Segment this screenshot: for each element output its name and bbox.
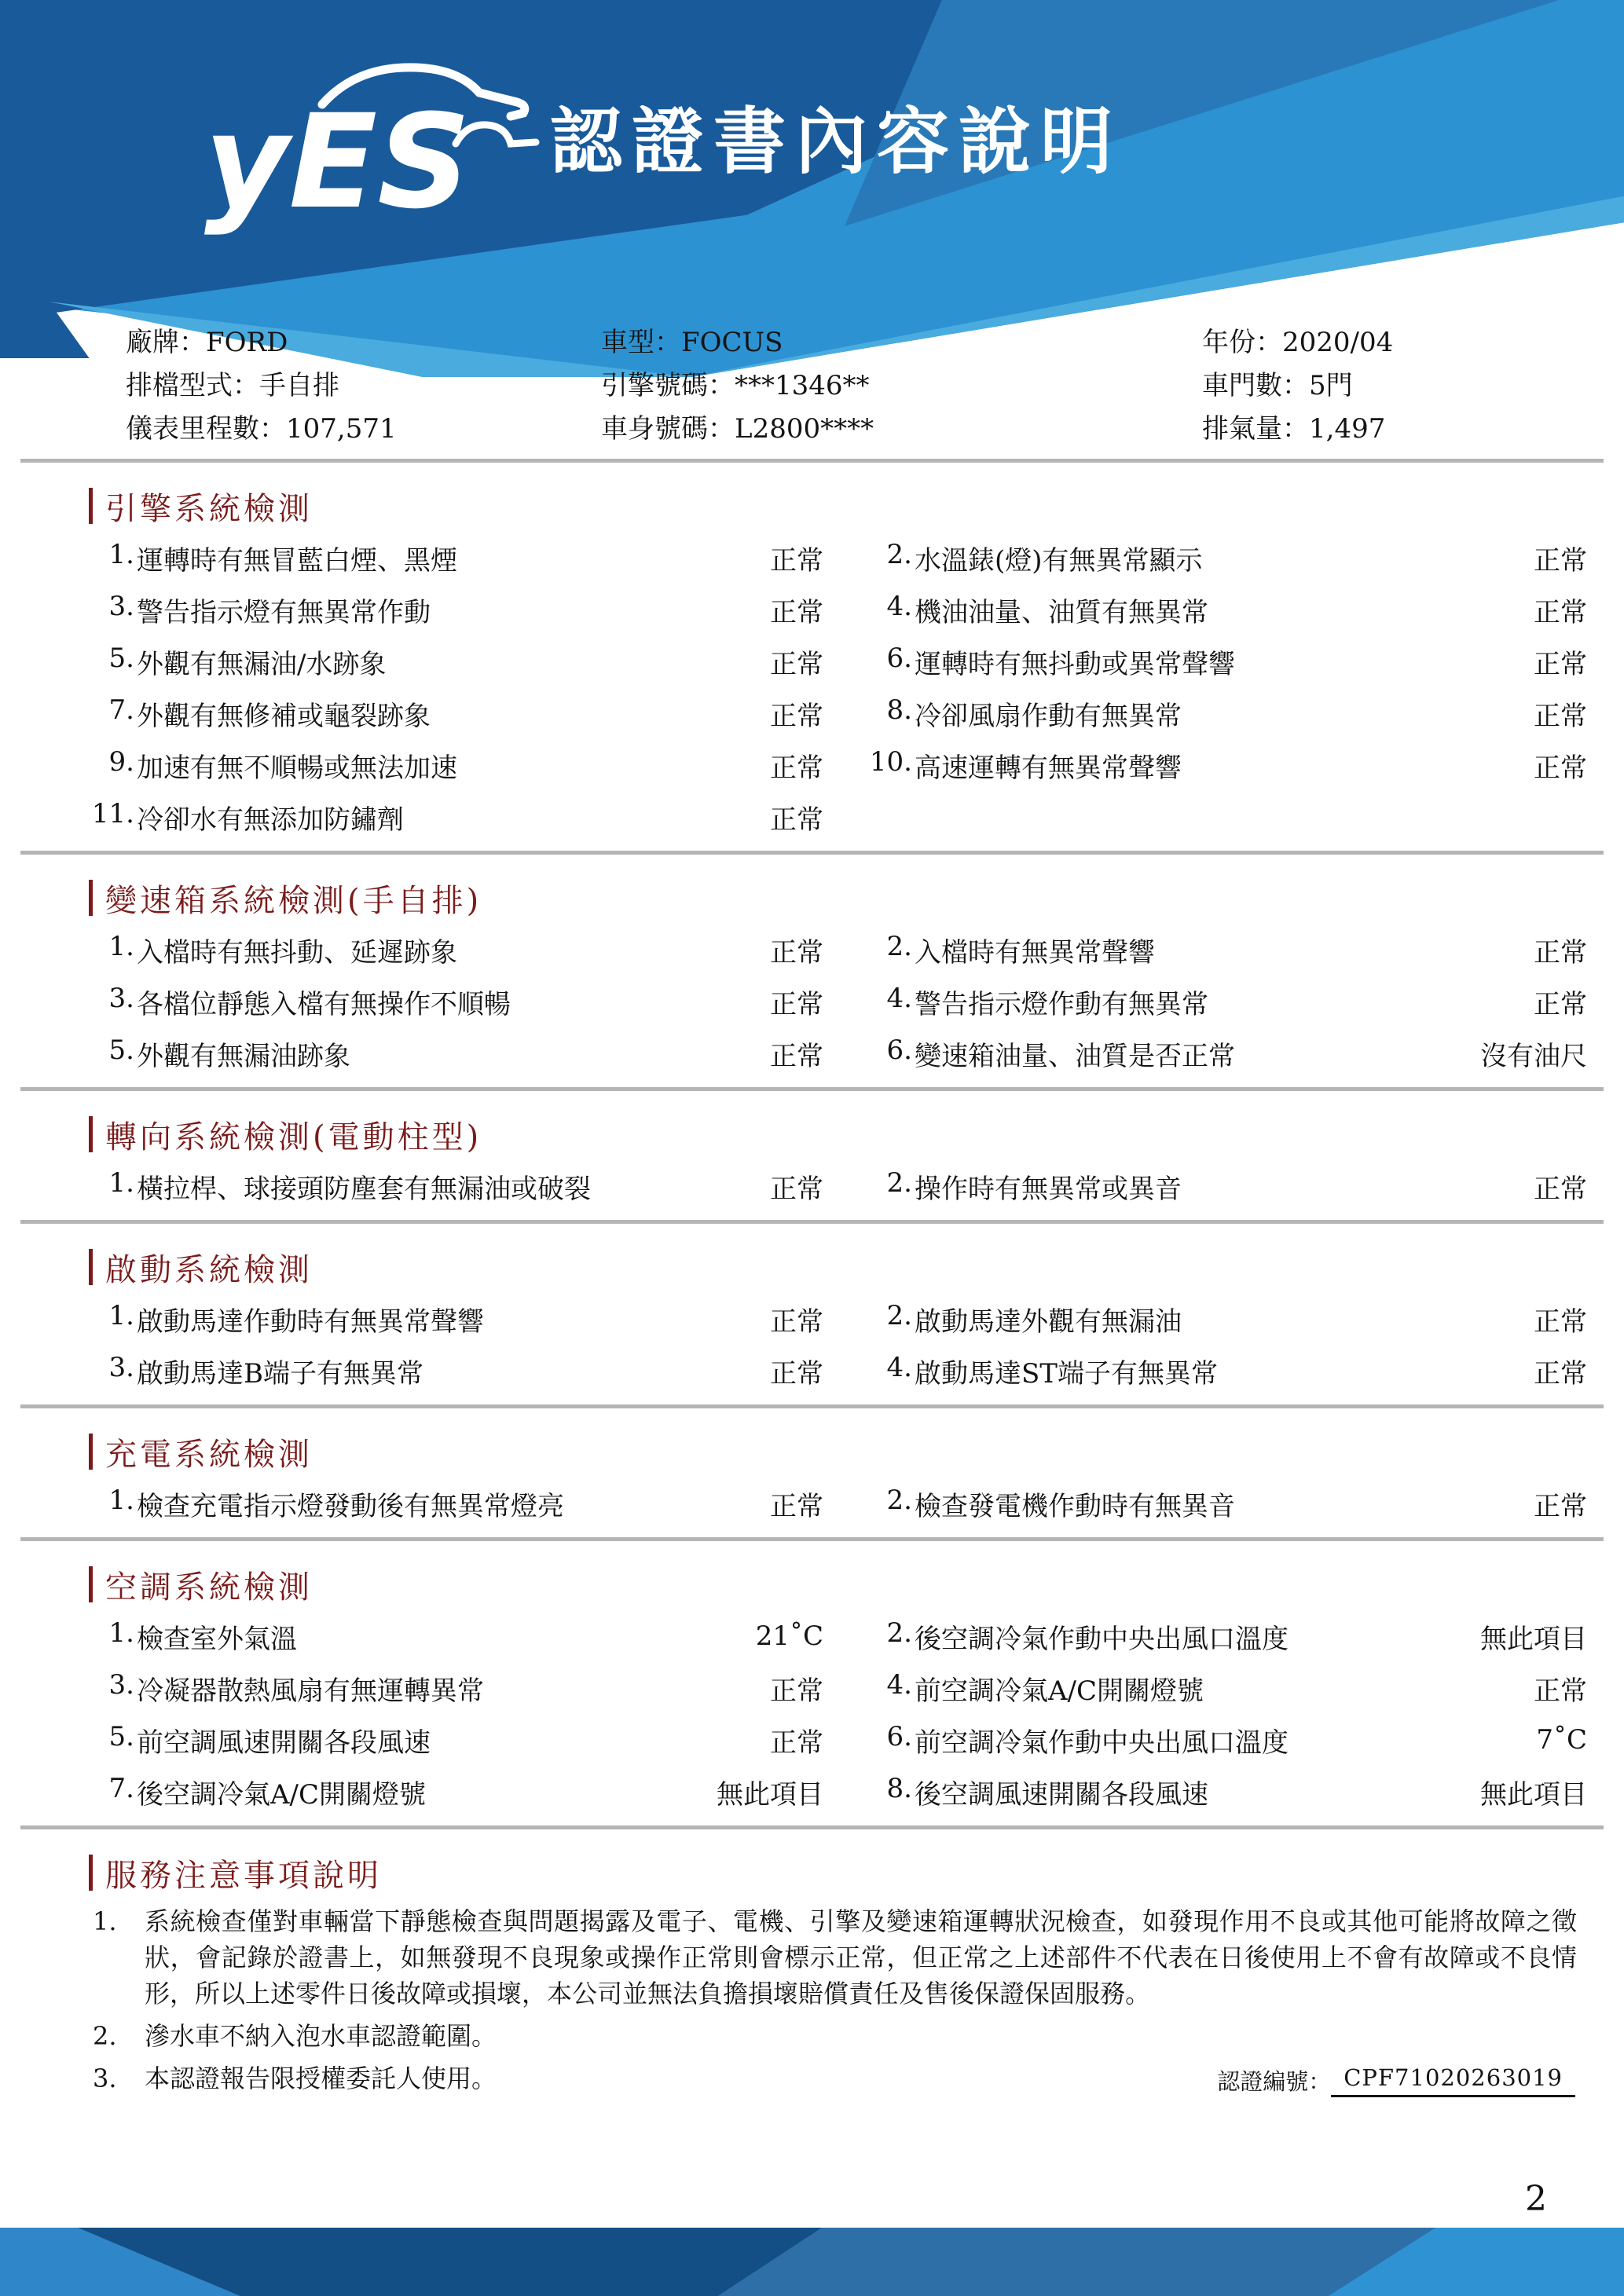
check-row	[0, 1345, 1624, 1397]
charging-check-rows	[0, 1478, 1624, 1529]
column-spacer	[823, 1027, 868, 1079]
item-text: 運轉時有無抖動或異常聲響	[915, 648, 1235, 680]
column-spacer	[823, 1662, 868, 1714]
column-spacer	[823, 791, 868, 843]
check-item-question	[90, 539, 690, 577]
item-number: 6.	[886, 642, 912, 674]
check-item-question	[868, 591, 1454, 629]
check-row	[0, 1714, 1624, 1766]
item-number: 1.	[108, 1617, 134, 1649]
check-row	[0, 1160, 1624, 1212]
item-number: 5.	[108, 1034, 134, 1066]
item-number: 3.	[108, 1351, 134, 1383]
info-value: L2800****	[735, 413, 874, 445]
page-number: 2	[1525, 2179, 1547, 2219]
certificate-number-value: CPF71020263019	[1331, 2062, 1575, 2097]
check-item-result: 正常	[1534, 544, 1587, 577]
info-label: 廠牌：	[126, 327, 206, 358]
check-item-question	[868, 1352, 1454, 1390]
info-label: 儀表里程數：	[126, 413, 286, 445]
section-title-steering	[89, 1115, 1624, 1154]
item-text: 入檔時有無異常聲響	[915, 936, 1155, 969]
column-spacer	[823, 924, 868, 976]
starter-check-rows	[0, 1293, 1624, 1397]
item-number: 1.	[108, 1299, 134, 1331]
check-item-result: 正常	[770, 544, 823, 577]
check-item-result: 無此項目	[717, 1778, 823, 1811]
item-number: 1.	[108, 538, 134, 570]
item-number: 4.	[886, 590, 912, 622]
check-row	[0, 1610, 1624, 1662]
item-number: 1.	[108, 1166, 134, 1199]
check-item-result: 正常	[1534, 700, 1587, 732]
item-number: 2.	[886, 1617, 912, 1649]
check-item-result: 正常	[1534, 1675, 1587, 1707]
item-text: 前空調冷氣A/C開關燈號	[915, 1675, 1204, 1707]
info-value: FORD	[206, 327, 288, 358]
section-title-text: 空調系統檢測	[105, 1569, 313, 1606]
info-value: 1,497	[1309, 413, 1386, 445]
info-value: 2020/04	[1282, 327, 1394, 358]
check-row	[0, 584, 1624, 635]
item-number: 3.	[108, 590, 134, 622]
engine-check-rows	[0, 532, 1624, 843]
vehicle-info-displacement	[1202, 408, 1624, 451]
steering-check-rows	[0, 1160, 1624, 1212]
check-row	[0, 976, 1624, 1027]
title-bar-accent	[89, 1249, 93, 1285]
column-spacer	[823, 687, 868, 739]
check-item-question	[868, 1167, 1454, 1206]
check-row	[0, 739, 1624, 791]
check-item-question	[868, 1669, 1454, 1708]
item-number: 6.	[886, 1034, 912, 1066]
check-item-question	[90, 798, 690, 837]
check-item-question	[90, 1167, 690, 1206]
check-item-question	[868, 1721, 1454, 1760]
check-item-question	[90, 1485, 690, 1523]
section-title-text: 充電系統檢測	[105, 1436, 313, 1473]
item-text: 檢查發電機作動時有無異音	[915, 1490, 1235, 1522]
check-item-question	[90, 643, 690, 681]
check-item-question	[90, 591, 690, 629]
check-item-result: 正常	[770, 804, 823, 836]
title-bar-accent	[89, 488, 93, 524]
check-item-result: 無此項目	[1480, 1778, 1587, 1811]
item-number: 2.	[886, 1166, 912, 1199]
note-text: 滲水車不納入泡水車認證範圍。	[145, 2021, 497, 2051]
vehicle-info-transmission	[126, 364, 601, 408]
item-number: 4.	[886, 1351, 912, 1383]
item-text: 後空調冷氣作動中央出風口溫度	[915, 1623, 1289, 1655]
vehicle-info-model	[601, 321, 1202, 364]
check-item-question	[90, 1617, 690, 1656]
column-spacer	[823, 976, 868, 1027]
info-value: ***1346**	[735, 370, 870, 401]
page-footer	[0, 2228, 1624, 2296]
section-separator	[20, 459, 1604, 463]
column-spacer	[823, 1610, 868, 1662]
transmission-check-rows	[0, 924, 1624, 1079]
vehicle-info-doors	[1202, 364, 1624, 408]
check-item-result: 正常	[770, 1675, 823, 1707]
info-label: 車身號碼：	[601, 413, 735, 445]
check-item-question	[868, 1485, 1454, 1523]
item-text: 外觀有無漏油/水跡象	[137, 648, 387, 680]
info-value: FOCUS	[681, 327, 783, 358]
item-number: 6.	[886, 1720, 912, 1752]
item-text: 檢查室外氣溫	[137, 1623, 297, 1655]
check-item-result: 正常	[1534, 596, 1587, 628]
item-text: 警告指示燈有無異常作動	[137, 596, 431, 628]
check-row	[0, 1662, 1624, 1714]
check-item-result: 7˚C	[1536, 1724, 1587, 1756]
check-item-question	[868, 1773, 1454, 1811]
page-title: 認證書內容說明	[550, 100, 1123, 184]
info-label: 年份：	[1202, 327, 1282, 358]
item-text: 後空調冷氣A/C開關燈號	[137, 1778, 427, 1811]
section-title-text: 變速箱系統檢測(手自排)	[105, 882, 482, 919]
item-text: 冷卻風扇作動有無異常	[915, 700, 1182, 732]
check-item-question	[868, 983, 1454, 1021]
item-text: 啟動馬達作動時有無異常聲響	[137, 1305, 484, 1338]
item-text: 前空調冷氣作動中央出風口溫度	[915, 1727, 1289, 1759]
item-text: 加速有無不順暢或無法加速	[137, 752, 457, 784]
check-item-question	[868, 1300, 1454, 1338]
column-spacer	[823, 1766, 868, 1818]
item-text: 外觀有無修補或龜裂跡象	[137, 700, 431, 732]
check-item-question	[868, 931, 1454, 969]
check-item-result: 正常	[1534, 648, 1587, 680]
item-number: 1.	[108, 1484, 134, 1516]
note-item	[0, 1903, 1624, 2012]
check-item-result: 正常	[1534, 1305, 1587, 1338]
item-number: 3.	[108, 1668, 134, 1701]
check-item-result: 正常	[770, 1040, 823, 1072]
item-number: 1.	[108, 930, 134, 962]
item-number: 3.	[108, 982, 134, 1014]
check-row	[0, 791, 1624, 843]
check-row	[0, 1766, 1624, 1818]
info-value: 手自排	[259, 370, 339, 401]
item-text: 後空調風速開關各段風速	[915, 1778, 1208, 1811]
check-item-question	[90, 694, 690, 733]
yes-logo	[196, 61, 542, 242]
section-separator	[20, 1537, 1604, 1541]
check-item-result: 沒有油尺	[1480, 1040, 1587, 1072]
check-item-result: 正常	[1534, 936, 1587, 969]
check-item-question	[90, 1300, 690, 1338]
title-bar-accent	[89, 1855, 93, 1891]
check-row	[0, 1478, 1624, 1529]
check-row	[0, 1027, 1624, 1079]
column-spacer	[823, 1160, 868, 1212]
check-item-question	[868, 1617, 1454, 1656]
item-number: 7.	[108, 1772, 134, 1804]
item-text: 警告指示燈作動有無異常	[915, 988, 1208, 1020]
check-item-result: 正常	[1534, 1490, 1587, 1522]
check-item-result: 正常	[770, 988, 823, 1020]
title-bar-accent	[89, 1116, 93, 1152]
item-text: 啟動馬達ST端子有無異常	[915, 1357, 1218, 1390]
note-text: 系統檢查僅對車輛當下靜態檢查與問題揭露及電子、電機、引擎及變速箱運轉狀況檢查，如發現作用不良或其他可能將故障之徵狀，會記錄於證書上，如無發現不良現象或操作正常則會標示正常，但正常之上述部件不代表在日後使用上不會有故障或不良情形，所以上述零件日後故障或損壞，本公司並無法負擔損壞賠償責任及售後保證保固服務。	[145, 1906, 1577, 2009]
item-number: 4.	[886, 982, 912, 1014]
item-number: 5.	[108, 1720, 134, 1752]
note-number: 3.	[93, 2063, 117, 2093]
vehicle-info-grid	[0, 321, 1624, 451]
item-number: 5.	[108, 642, 134, 674]
section-separator	[20, 1220, 1604, 1224]
vehicle-info-vin	[601, 408, 1202, 451]
check-item-result: 正常	[1534, 1173, 1587, 1205]
item-number: 11.	[91, 797, 134, 829]
note-number: 2.	[93, 2021, 117, 2051]
section-separator	[20, 1825, 1604, 1829]
item-number: 9.	[108, 745, 134, 778]
item-number: 10.	[869, 745, 912, 778]
check-item-question	[868, 539, 1454, 577]
section-title-charging	[89, 1432, 1624, 1471]
column-spacer	[823, 739, 868, 791]
content-area	[0, 310, 1624, 2097]
title-bar-accent	[89, 880, 93, 916]
check-item-question	[90, 1721, 690, 1760]
item-text: 操作時有無異常或異音	[915, 1173, 1182, 1205]
aircon-check-rows	[0, 1610, 1624, 1818]
item-number: 8.	[886, 1772, 912, 1804]
vehicle-info-year	[1202, 321, 1624, 364]
item-number: 8.	[886, 694, 912, 726]
check-item-question	[90, 1352, 690, 1390]
item-text: 運轉時有無冒藍白煙、黑煙	[137, 544, 457, 577]
check-item-result: 正常	[770, 1173, 823, 1205]
item-text: 冷凝器散熱風扇有無運轉異常	[137, 1675, 484, 1707]
check-item-result: 正常	[770, 648, 823, 680]
section-title-text: 轉向系統檢測(電動柱型)	[105, 1119, 482, 1155]
check-item-result: 正常	[770, 1727, 823, 1759]
item-number: 2.	[886, 538, 912, 570]
check-item-question	[90, 1773, 690, 1811]
check-item-result: 正常	[770, 1490, 823, 1522]
check-item-result: 正常	[770, 1357, 823, 1390]
check-item-result: 正常	[770, 596, 823, 628]
check-item-result: 正常	[1534, 988, 1587, 1020]
section-separator	[20, 1404, 1604, 1408]
check-item-result: 正常	[1534, 752, 1587, 784]
check-item-question	[90, 983, 690, 1021]
title-bar-accent	[89, 1566, 93, 1602]
info-label: 車門數：	[1202, 370, 1309, 401]
column-spacer	[823, 1345, 868, 1397]
info-value: 5門	[1309, 370, 1353, 401]
item-text: 高速運轉有無異常聲響	[915, 752, 1182, 784]
column-spacer	[823, 1714, 868, 1766]
section-separator	[20, 851, 1604, 855]
note-number: 1.	[93, 1906, 117, 1936]
column-spacer	[823, 532, 868, 584]
service-notes	[0, 1903, 1624, 2097]
section-title-text: 啟動系統檢測	[105, 1251, 313, 1288]
column-spacer	[823, 584, 868, 635]
check-row	[0, 1293, 1624, 1345]
check-item-question	[90, 1669, 690, 1708]
item-text: 橫拉桿、球接頭防塵套有無漏油或破裂	[137, 1173, 591, 1205]
item-text: 前空調風速開關各段風速	[137, 1727, 431, 1759]
check-item-question	[868, 746, 1454, 785]
section-title-text: 引擎系統檢測	[105, 490, 313, 527]
check-item-result: 正常	[770, 700, 823, 732]
item-text: 檢查充電指示燈發動後有無異常燈亮	[137, 1490, 564, 1522]
check-item-result: 無此項目	[1480, 1623, 1587, 1655]
column-spacer	[823, 635, 868, 687]
check-item-result: 正常	[770, 1305, 823, 1338]
check-row	[0, 635, 1624, 687]
check-item-question	[868, 1034, 1454, 1073]
note-item	[0, 2018, 1624, 2054]
check-item-result: 正常	[1534, 1357, 1587, 1390]
item-text: 變速箱油量、油質是否正常	[915, 1040, 1235, 1072]
section-title-service-notes	[89, 1853, 1624, 1892]
column-spacer	[823, 1478, 868, 1529]
check-item-question	[868, 643, 1454, 681]
info-label: 車型：	[601, 327, 681, 358]
check-row	[0, 924, 1624, 976]
info-value: 107,571	[286, 413, 397, 445]
vehicle-info-brand	[126, 321, 601, 364]
item-number: 4.	[886, 1668, 912, 1701]
item-number: 2.	[886, 1484, 912, 1516]
check-row	[0, 687, 1624, 739]
vehicle-info-odometer	[126, 408, 601, 451]
item-text: 啟動馬達B端子有無異常	[137, 1357, 423, 1390]
note-text: 本認證報告限授權委託人使用。	[145, 2063, 497, 2093]
info-label: 引擎號碼：	[601, 370, 735, 401]
item-number: 7.	[108, 694, 134, 726]
section-title-aircon	[89, 1565, 1624, 1604]
check-item-result: 正常	[770, 936, 823, 969]
column-spacer	[823, 1293, 868, 1345]
check-item-question	[90, 1034, 690, 1073]
check-item-result: 21˚C	[755, 1620, 823, 1652]
item-text: 水溫錶(燈)有無異常顯示	[915, 544, 1203, 577]
item-text: 啟動馬達外觀有無漏油	[915, 1305, 1182, 1338]
item-text: 機油油量、油質有無異常	[915, 596, 1208, 628]
certificate-number-label: 認證編號：	[1217, 2068, 1332, 2095]
check-item-result: 正常	[770, 752, 823, 784]
check-row	[0, 532, 1624, 584]
section-title-text: 服務注意事項說明	[105, 1857, 382, 1894]
title-bar-accent	[89, 1434, 93, 1470]
section-title-engine	[89, 486, 1624, 525]
item-text: 入檔時有無抖動、延遲跡象	[137, 936, 457, 969]
section-title-starter	[89, 1247, 1624, 1287]
item-text: 冷卻水有無添加防鏽劑	[137, 804, 404, 836]
item-number: 2.	[886, 1299, 912, 1331]
info-label: 排氣量：	[1202, 413, 1309, 445]
check-item-question	[90, 931, 690, 969]
section-title-transmission	[89, 878, 1624, 917]
vehicle-info-engine-no	[601, 364, 1202, 408]
info-label: 排檔型式：	[126, 370, 259, 401]
item-number: 2.	[886, 930, 912, 962]
check-item-question	[868, 694, 1454, 733]
item-text: 外觀有無漏油跡象	[137, 1040, 350, 1072]
check-item-question	[90, 746, 690, 785]
item-text: 各檔位靜態入檔有無操作不順暢	[137, 988, 511, 1020]
section-separator	[20, 1087, 1604, 1091]
yes-logo-text: yES	[204, 86, 471, 237]
